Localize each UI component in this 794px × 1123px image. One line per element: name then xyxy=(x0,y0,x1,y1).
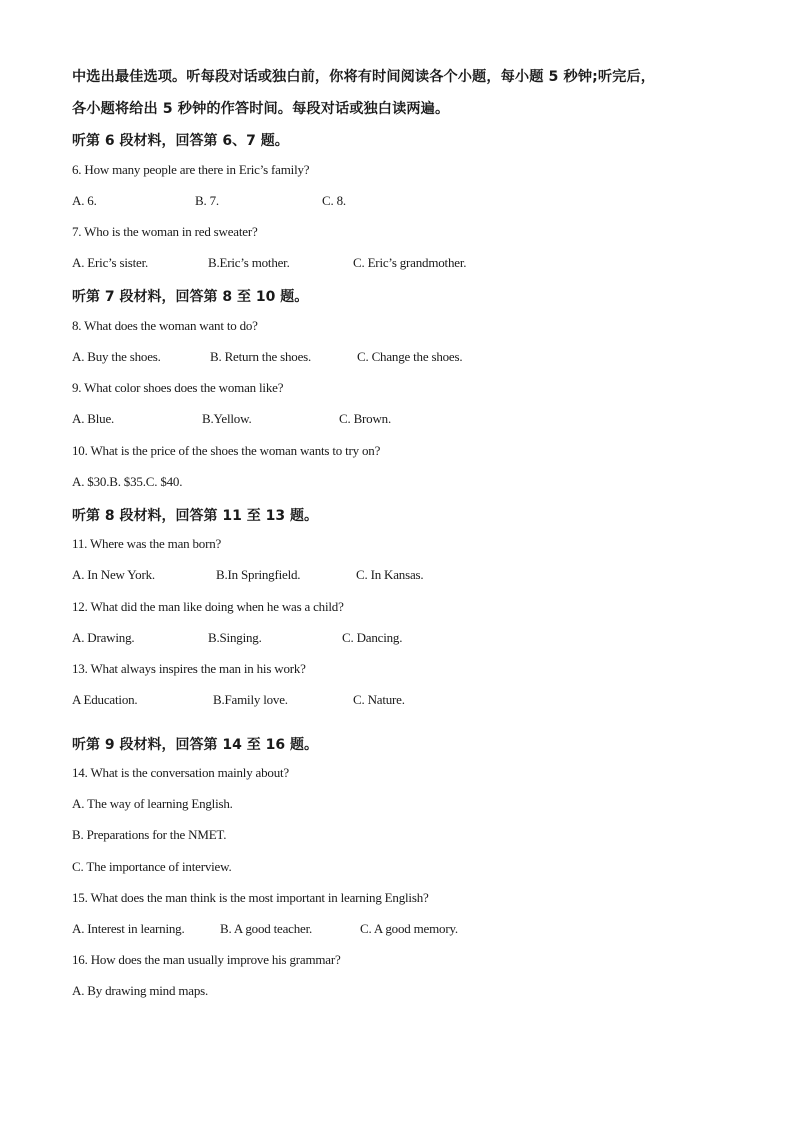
section-heading-9: 听第 9 段材料，回答第 14 至 16 题。 xyxy=(72,737,318,753)
question-13-option-b: B.Family love. xyxy=(213,692,288,707)
question-14: 14. What is the conversation mainly about? xyxy=(72,765,289,780)
question-15: 15. What does the man think is the most important in learning English? xyxy=(72,890,429,905)
question-8-option-b: B. Return the shoes. xyxy=(210,349,312,364)
question-6-option-a: A. 6. xyxy=(72,193,97,208)
question-11-option-c: C. In Kansas. xyxy=(356,567,424,582)
question-16-option-a: A. By drawing mind maps. xyxy=(72,983,209,998)
question-6-option-b: B. 7. xyxy=(195,193,219,208)
question-14-option-b: B. Preparations for the NMET. xyxy=(72,827,227,842)
question-9: 9. What color shoes does the woman like? xyxy=(72,380,284,395)
question-13-option-c: C. Nature. xyxy=(353,692,405,707)
question-8-option-a: A. Buy the shoes. xyxy=(72,349,161,364)
question-12: 12. What did the man like doing when he was a child? xyxy=(72,599,344,614)
question-9-option-c: C. Brown. xyxy=(339,411,392,426)
section-heading-7: 听第 7 段材料，回答第 8 至 10 题。 xyxy=(72,289,309,305)
question-12-option-a: A. Drawing. xyxy=(72,630,135,645)
question-7-option-c: C. Eric’s grandmother. xyxy=(353,255,467,270)
question-14-option-a: A. The way of learning English. xyxy=(72,796,233,811)
question-6-option-c: C. 8. xyxy=(322,193,346,208)
question-8-option-c: C. Change the shoes. xyxy=(357,349,463,364)
question-10: 10. What is the price of the shoes the woman wants to try on? xyxy=(72,443,381,458)
section-heading-8: 听第 8 段材料，回答第 11 至 13 题。 xyxy=(72,508,318,524)
question-13-option-a: A Education. xyxy=(72,692,138,707)
question-11-option-a: A. In New York. xyxy=(72,567,155,582)
intro-line-2: 各小题将给出 5 秒钟的作答时间。每段对话或独白读两遍。 xyxy=(72,101,450,117)
question-6: 6. How many people are there in Eric’s family? xyxy=(72,162,310,177)
question-8: 8. What does the woman want to do? xyxy=(72,318,258,333)
question-16: 16. How does the man usually improve his grammar? xyxy=(72,952,341,967)
question-7-option-a: A. Eric’s sister. xyxy=(72,255,149,270)
question-15-option-c: C. A good memory. xyxy=(360,921,458,936)
question-15-option-b: B. A good teacher. xyxy=(220,921,313,936)
question-15-option-a: A. Interest in learning. xyxy=(72,921,185,936)
question-10-options: A. $30.B. $35.C. $40. xyxy=(72,474,183,489)
question-11-option-b: B.In Springfield. xyxy=(216,567,301,582)
question-9-option-a: A. Blue. xyxy=(72,411,115,426)
section-heading-6: 听第 6 段材料，回答第 6、7 题。 xyxy=(72,133,289,149)
question-9-option-b: B.Yellow. xyxy=(202,411,252,426)
question-7: 7. Who is the woman in red sweater? xyxy=(72,224,258,239)
question-14-option-c: C. The importance of interview. xyxy=(72,859,232,874)
question-12-option-b: B.Singing. xyxy=(208,630,262,645)
question-11: 11. Where was the man born? xyxy=(72,536,222,551)
question-7-option-b: B.Eric’s mother. xyxy=(208,255,290,270)
intro-line-1: 中选出最佳选项。听每段对话或独白前，你将有时间阅读各个小题，每小题 5 秒钟;听完后， xyxy=(72,69,656,85)
question-13: 13. What always inspires the man in his work? xyxy=(72,661,306,676)
question-12-option-c: C. Dancing. xyxy=(342,630,403,645)
